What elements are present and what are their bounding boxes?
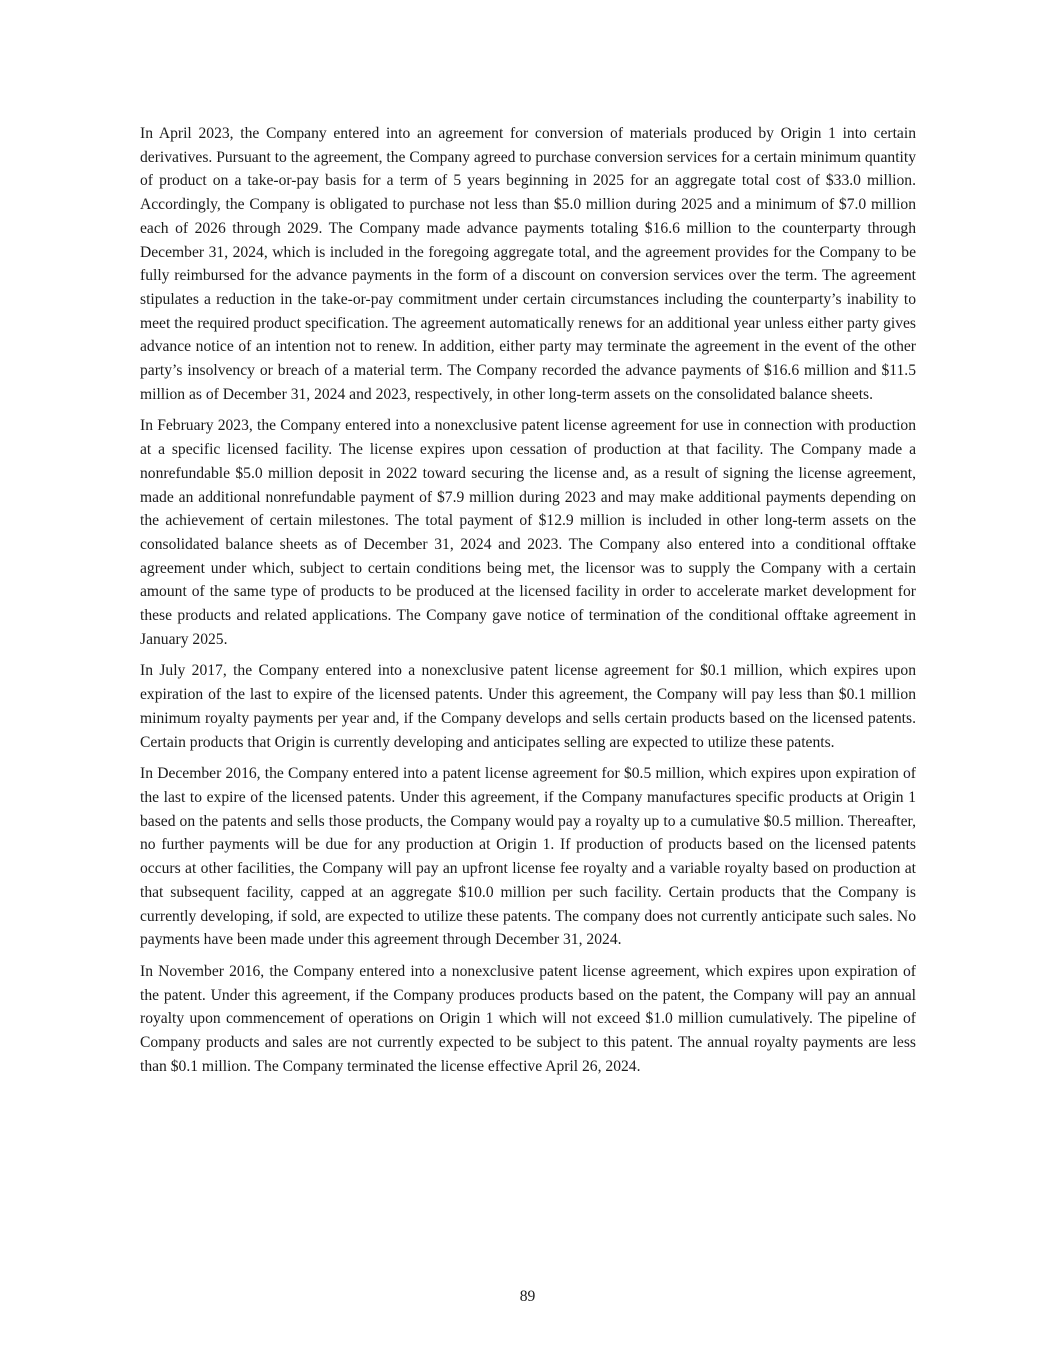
paragraph-december-license: In December 2016, the Company entered into a patent license agreement for $0.5 million, which expires upon expiration of the last to expire of the licensed patents. Under this agreement, if the Company manufactures specific products at Origin 1 based on the patents and sells those products, the Company would pay a royalty up to a cumulative $0.5 million. Thereafter, no further payments will be due for any production at Origin 1. If production of products based on the licensed patents occurs at other facilities, the Company will pay an upfront license fee royalty and a variable royalty based on production at that subsequent facility, capped at an aggregate $10.0 million per such facility. Certain products that the Company is currently developing, if sold, are expected to utilize these patents. The company does not currently anticipate such sales. No payments have been made under this agreement through December 31, 2024. [140,765,916,949]
document-body [140,122,916,1086]
paragraph-july-license: In July 2017, the Company entered into a nonexclusive patent license agreement for $0.1 million, which expires upon expiration of the last to expire of the licensed patents. Under this agreement, the Company will pay less than $0.1 million minimum royalty payments per year and, if the Company develops and sells certain products based on the licensed patents. Certain products that Origin is currently developing and anticipates selling are expected to utilize these patents. [140,662,916,751]
paragraph-february-license: In February 2023, the Company entered into a nonexclusive patent license agreement for use in connection with production at a specific licensed facility. The license expires upon cessation of production at that facility. The Company made a nonrefundable $5.0 million deposit in 2022 toward securing the license and, as a result of signing the license agreement, made an additional nonrefundable payment of $7.9 million during 2023 and may make additional payments depending on the achievement of certain milestones. The total payment of $12.9 million is included in other long-term assets on the consolidated balance sheets as of December 31, 2024 and 2023. The Company also entered into a conditional offtake agreement under which, subject to certain conditions being met, the licensor was to supply the Company with a certain amount of the same type of products to be produced at the licensed facility in order to accelerate market development for these products and related applications. The Company gave notice of termination of the conditional offtake agreement in January 2025. [140,417,916,648]
paragraph-conversion-agreement: In April 2023, the Company entered into an agreement for conversion of materials produced by Origin 1 into certain derivatives. Pursuant to the agreement, the Company agreed to purchase conversion services for a certain minimum quantity of product on a take-or-pay basis for a term of 5 years beginning in 2025 for an aggregate total cost of $33.0 million. Accordingly, the Company is obligated to purchase not less than $5.0 million during 2025 and a minimum of $7.0 million each of 2026 through 2029. The Company made advance payments totaling $16.6 million to the counterparty through December 31, 2024, which is included in the foregoing aggregate total, and the agreement provides for the Company to be fully reimbursed for the advance payments in the form of a discount on conversion services over the term. The agreement stipulates a reduction in the take-or-pay commitment under certain circumstances including the counterparty’s inability to meet the required product specification. The agreement automatically renews for an additional year unless either party gives advance notice of an intention not to renew. In addition, either party may terminate the agreement in the event of the other party’s insolvency or breach of a material term. The Company recorded the advance payments of $16.6 million and $11.5 million as of December 31, 2024 and 2023, respectively, in other long-term assets on the consolidated balance sheets. [140,125,916,403]
page-number: 89 [519,1288,536,1305]
paragraph-november-license: In November 2016, the Company entered into a nonexclusive patent license agreement, which expires upon expiration of the patent. Under this agreement, if the Company produces products based on the patent, the Company will pay an annual royalty upon commencement of operations on Origin 1 which will not exceed $1.0 million cumulatively. The pipeline of Company products and sales are not currently expected to be subject to this patent. The annual royalty payments are less than $0.1 million. The Company terminated the license effective April 26, 2024. [140,962,916,1075]
